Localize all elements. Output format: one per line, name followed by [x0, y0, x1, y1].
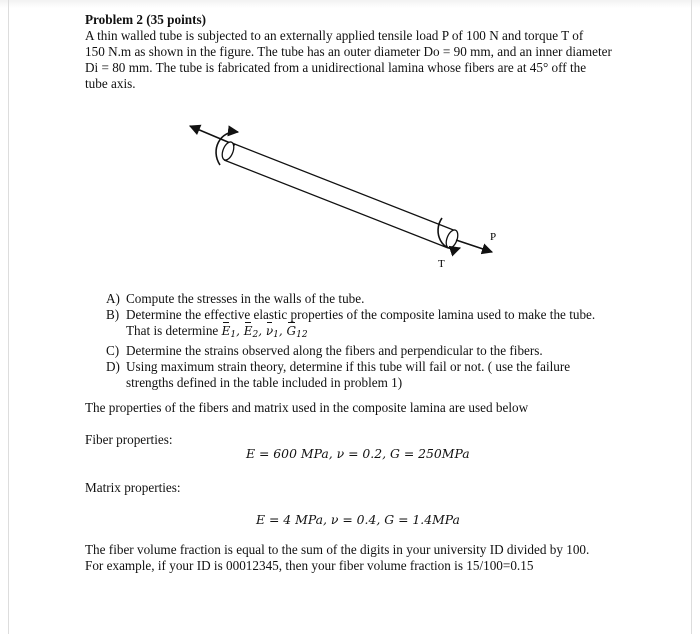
question-b	[106, 307, 621, 323]
properties-intro: The properties of the fibers and matrix used in the composite lamina are used below	[85, 400, 529, 415]
intro-line-4: tube axis.	[85, 76, 136, 91]
intro-line-2: 150 N.m as shown in the figure. The tube has an outer diameter Do = 90 mm, and an inner diameter	[85, 44, 612, 59]
fiber-label: Fiber properties:	[85, 432, 173, 447]
load-label: P	[490, 231, 497, 243]
question-tag: D)	[106, 359, 120, 374]
page-edge-right	[691, 0, 692, 634]
page-edge-left	[8, 0, 9, 634]
problem-statement	[85, 12, 620, 92]
question-list	[106, 291, 621, 391]
question-b-continued: That is determine $E_1$, $E_2$, $\nu_1$, $G_{12}$	[126, 323, 308, 340]
question-c	[106, 343, 621, 359]
question-d-continued: strengths defined in the table included in problem 1)	[126, 375, 403, 390]
tube-figure	[180, 120, 510, 275]
volume-fraction-note	[85, 542, 620, 574]
intro-line-1: A thin walled tube is subjected to an externally applied tensile load P of 100 N and torque T of	[85, 28, 584, 43]
load-arrow	[456, 240, 492, 252]
volume-fraction-line-2: For example, if your ID is 00012345, then your fiber volume fraction is 15/100=0.15	[85, 558, 534, 573]
fiber-equation: E = 600 MPa, ν = 0.2, G = 250MPa	[246, 446, 470, 461]
question-d	[106, 359, 621, 375]
question-text: Determine the strains observed along the fibers and perpendicular to the fibers.	[126, 343, 543, 358]
question-a	[106, 291, 621, 307]
matrix-equation: E = 4 MPa, ν = 0.4, G = 1.4MPa	[256, 512, 460, 527]
question-text: Determine the effective elastic properties of the composite lamina used to make the tube.	[126, 307, 596, 322]
torque-label: T	[438, 258, 445, 270]
question-text: Compute the stresses in the walls of the tube.	[126, 291, 365, 306]
matrix-label: Matrix properties:	[85, 480, 181, 495]
question-tag: A)	[106, 291, 120, 306]
problem-title: Problem 2 (35 points)	[85, 12, 207, 27]
question-text: Using maximum strain theory, determine if this tube will fail or not. ( use the failure	[126, 359, 571, 374]
intro-line-3: Di = 80 mm. The tube is fabricated from a unidirectional lamina whose fibers are at 45° off the	[85, 60, 587, 75]
question-tag: B)	[106, 307, 120, 322]
question-tag: C)	[106, 343, 120, 358]
tube	[220, 140, 460, 249]
volume-fraction-line-1: The fiber volume fraction is equal to the sum of the digits in your university ID divided by 100.	[85, 542, 590, 557]
effective-properties-symbols: $E_1$, $E_2$, $\nu_1$, $G_{12}$	[221, 324, 308, 340]
